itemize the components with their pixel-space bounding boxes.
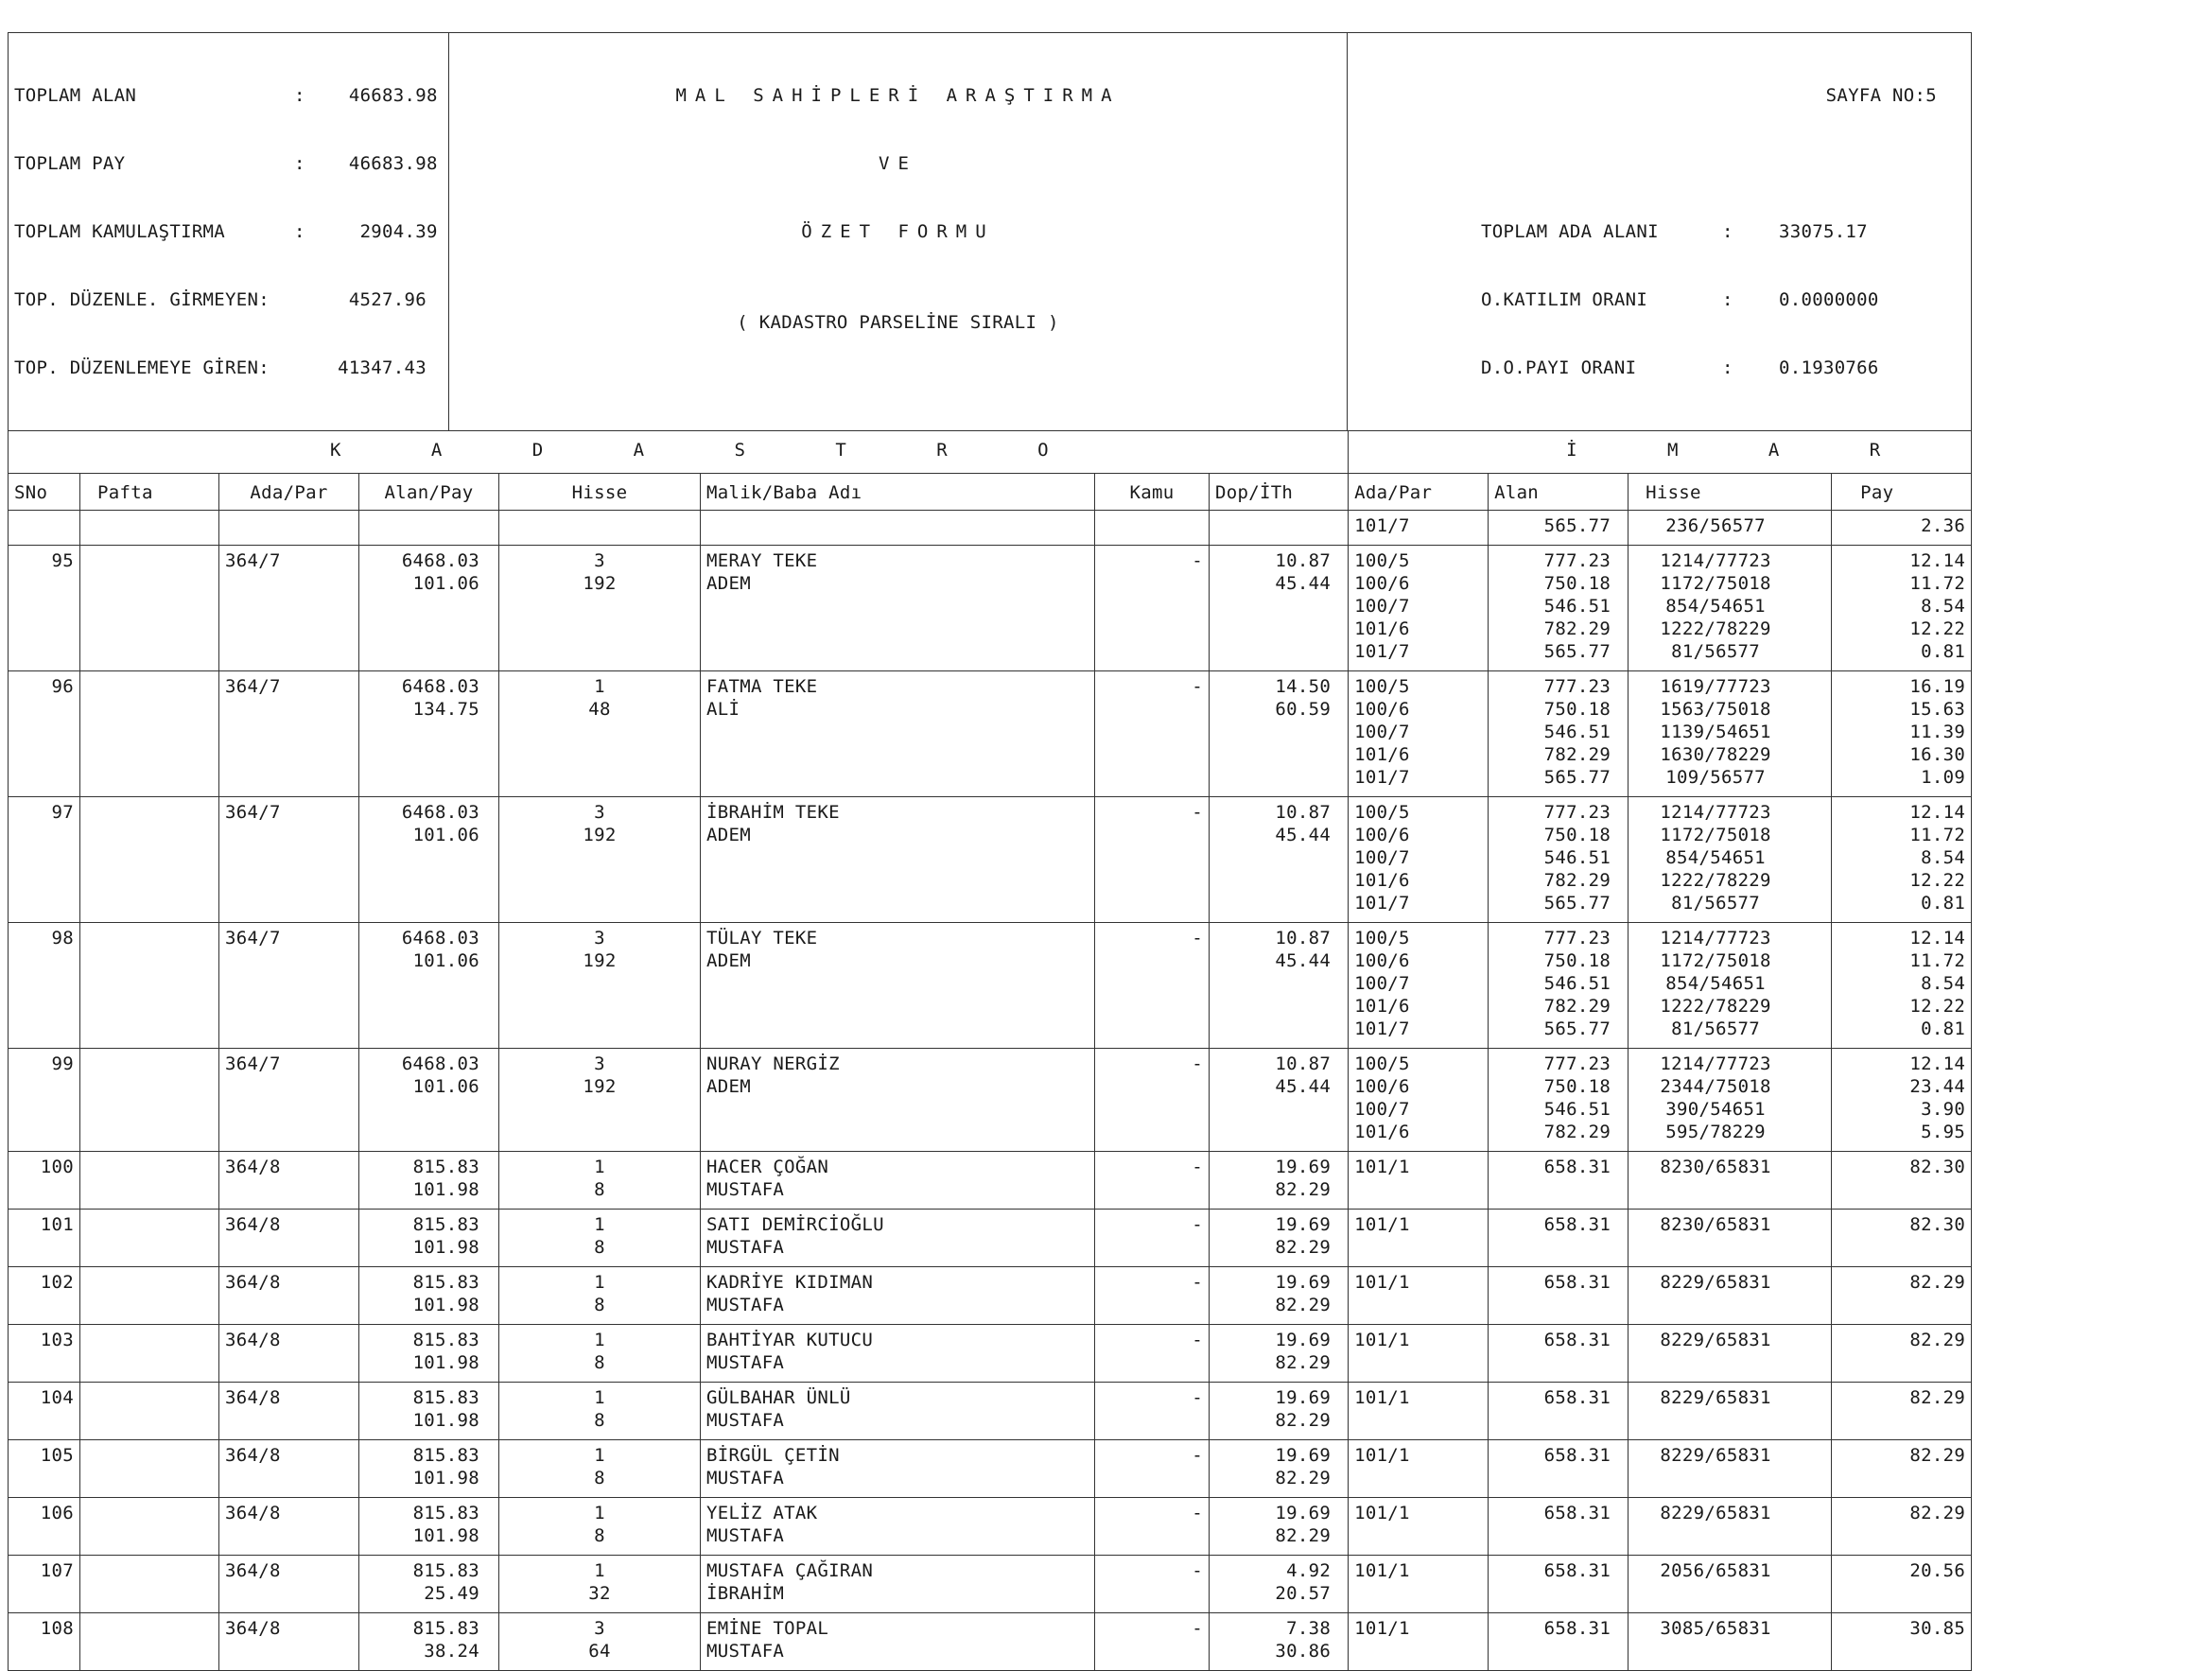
cell-imar-hisse: 8229/65831 <box>1629 1497 1832 1555</box>
cell-sno: 98 <box>9 922 80 1048</box>
cell-alan-pay: 815.83 101.98 <box>359 1497 499 1555</box>
cell-imar-pay: 82.29 <box>1832 1439 1972 1497</box>
cell-dop-ith: 19.69 82.29 <box>1210 1151 1349 1209</box>
cell-sno: 102 <box>9 1266 80 1324</box>
cell-imar-alan: 565.77 <box>1489 510 1629 545</box>
col-header-imar-ada-par: Ada/Par <box>1349 473 1489 510</box>
cell-malik: FATMA TEKE ALİ <box>701 670 1095 796</box>
cell-malik: İBRAHİM TEKE ADEM <box>701 796 1095 922</box>
cell-sno: 95 <box>9 545 80 670</box>
cell-imar-ada-par: 101/7 <box>1349 510 1489 545</box>
cell-malik: MERAY TEKE ADEM <box>701 545 1095 670</box>
info-label: TOPLAM ADA ALANI <box>1481 221 1659 242</box>
cell-imar-ada-par: 101/1 <box>1349 1555 1489 1612</box>
cell-alan-pay: 6468.03 134.75 <box>359 670 499 796</box>
cell-alan-pay <box>359 510 499 545</box>
cell-dop-ith: 19.69 82.29 <box>1210 1439 1349 1497</box>
cell-ada-par: 364/8 <box>219 1382 359 1439</box>
cell-sno: 100 <box>9 1151 80 1209</box>
table-row <box>9 670 1972 796</box>
cell-dop-ith: 10.87 45.44 <box>1210 1048 1349 1151</box>
cell-imar-hisse: 8229/65831 <box>1629 1266 1832 1324</box>
summary-label: TOP. DÜZENLEMEYE GİREN: <box>14 357 270 378</box>
cell-pafta <box>80 510 219 545</box>
col-header-pafta: Pafta <box>80 473 219 510</box>
cell-dop-ith: 19.69 82.29 <box>1210 1266 1349 1324</box>
cell-imar-alan: 777.23 750.18 546.51 782.29 565.77 <box>1489 545 1629 670</box>
cell-hisse: 1 8 <box>499 1209 701 1266</box>
cell-imar-pay: 20.56 <box>1832 1555 1972 1612</box>
cell-hisse: 3 192 <box>499 545 701 670</box>
cell-sno: 103 <box>9 1324 80 1382</box>
cell-imar-alan: 777.23 750.18 546.51 782.29 565.77 <box>1489 670 1629 796</box>
cell-dop-ith: 10.87 45.44 <box>1210 922 1349 1048</box>
form-title-conjunction: VE <box>879 153 917 174</box>
cell-hisse: 3 192 <box>499 1048 701 1151</box>
cell-imar-pay: 82.29 <box>1832 1324 1972 1382</box>
cell-pafta <box>80 922 219 1048</box>
form-title: MAL SAHİPLERİ ARAŞTIRMA <box>675 85 1121 106</box>
cell-imar-hisse: 1619/77723 1563/75018 1139/54651 1630/78229 109/56577 <box>1629 670 1832 796</box>
table-row <box>9 1048 1972 1151</box>
cell-kamu: - <box>1095 545 1210 670</box>
cell-hisse: 1 8 <box>499 1497 701 1555</box>
cell-dop-ith: 10.87 45.44 <box>1210 545 1349 670</box>
cell-imar-ada-par: 101/1 <box>1349 1439 1489 1497</box>
cell-pafta <box>80 796 219 922</box>
cell-pafta <box>80 1151 219 1209</box>
cell-imar-hisse: 8229/65831 <box>1629 1324 1832 1382</box>
cell-dop-ith: 14.50 60.59 <box>1210 670 1349 796</box>
cell-malik: BİRGÜL ÇETİN MUSTAFA <box>701 1439 1095 1497</box>
cell-imar-hisse: 1214/77723 1172/75018 854/54651 1222/78229 81/56577 <box>1629 545 1832 670</box>
cell-kamu <box>1095 510 1210 545</box>
cell-imar-pay: 82.29 <box>1832 1382 1972 1439</box>
cell-hisse: 1 8 <box>499 1382 701 1439</box>
cell-kamu: - <box>1095 1048 1210 1151</box>
cell-pafta <box>80 670 219 796</box>
cell-kamu: - <box>1095 922 1210 1048</box>
info-value: 0.1930766 <box>1779 357 1879 378</box>
cell-ada-par: 364/7 <box>219 796 359 922</box>
cell-sno <box>9 510 80 545</box>
cell-alan-pay: 815.83 101.98 <box>359 1151 499 1209</box>
cell-imar-hisse: 236/56577 <box>1629 510 1832 545</box>
cell-imar-alan: 777.23 750.18 546.51 782.29 565.77 <box>1489 796 1629 922</box>
cell-hisse: 3 192 <box>499 796 701 922</box>
cell-dop-ith: 10.87 45.44 <box>1210 796 1349 922</box>
table-row <box>9 1382 1972 1439</box>
cell-imar-alan: 658.31 <box>1489 1612 1629 1670</box>
cell-imar-hisse: 8229/65831 <box>1629 1382 1832 1439</box>
cell-dop-ith: 7.38 30.86 <box>1210 1612 1349 1670</box>
cell-imar-ada-par: 101/1 <box>1349 1266 1489 1324</box>
col-header-kamu: Kamu <box>1095 473 1210 510</box>
cell-imar-ada-par: 101/1 <box>1349 1209 1489 1266</box>
cell-kamu: - <box>1095 1266 1210 1324</box>
cell-imar-pay: 82.30 <box>1832 1209 1972 1266</box>
cell-hisse: 3 192 <box>499 922 701 1048</box>
col-header-imar-pay: Pay <box>1832 473 1972 510</box>
cell-kamu: - <box>1095 1612 1210 1670</box>
cell-malik: KADRİYE KIDIMAN MUSTAFA <box>701 1266 1095 1324</box>
cell-imar-hisse: 8230/65831 <box>1629 1209 1832 1266</box>
cell-alan-pay: 815.83 101.98 <box>359 1382 499 1439</box>
cell-imar-alan: 658.31 <box>1489 1209 1629 1266</box>
col-header-ada-par: Ada/Par <box>219 473 359 510</box>
summary-block: TOPLAM ALAN : 46683.98 TOPLAM PAY : 46683.98 TOPLAM KAMULAŞTIRMA : 2904.39 TOP. DÜZENLE. GİRMEYEN: 4527.96 TOP. DÜZENLEMEYE GİREN: 41347.43 <box>9 33 449 431</box>
cell-dop-ith: 19.69 82.29 <box>1210 1324 1349 1382</box>
cell-ada-par: 364/7 <box>219 545 359 670</box>
cell-ada-par: 364/8 <box>219 1209 359 1266</box>
cell-sno: 108 <box>9 1612 80 1670</box>
cell-imar-pay: 82.29 <box>1832 1266 1972 1324</box>
summary-value: 4527.96 <box>348 289 427 310</box>
table-row <box>9 1439 1972 1497</box>
cell-malik: SATI DEMİRCİOĞLU MUSTAFA <box>701 1209 1095 1266</box>
cell-hisse: 1 48 <box>499 670 701 796</box>
cell-imar-ada-par: 101/1 <box>1349 1497 1489 1555</box>
cell-alan-pay: 815.83 101.98 <box>359 1324 499 1382</box>
cell-pafta <box>80 1555 219 1612</box>
cell-imar-ada-par: 100/5 100/6 100/7 101/6 101/7 <box>1349 796 1489 922</box>
cell-imar-pay: 82.30 <box>1832 1151 1972 1209</box>
cell-ada-par: 364/8 <box>219 1324 359 1382</box>
cell-alan-pay: 815.83 101.98 <box>359 1439 499 1497</box>
cell-imar-hisse: 8230/65831 <box>1629 1151 1832 1209</box>
form-page <box>8 32 1971 1671</box>
cell-kamu: - <box>1095 1382 1210 1439</box>
cell-alan-pay: 6468.03 101.06 <box>359 922 499 1048</box>
cell-dop-ith: 4.92 20.57 <box>1210 1555 1349 1612</box>
cell-alan-pay: 6468.03 101.06 <box>359 545 499 670</box>
cell-sno: 99 <box>9 1048 80 1151</box>
info-label: D.O.PAYI ORANI <box>1481 357 1637 378</box>
cell-imar-ada-par: 100/5 100/6 100/7 101/6 101/7 <box>1349 922 1489 1048</box>
cell-sno: 106 <box>9 1497 80 1555</box>
cell-imar-alan: 658.31 <box>1489 1555 1629 1612</box>
cell-ada-par: 364/8 <box>219 1439 359 1497</box>
info-label: O.KATILIM ORANI <box>1481 289 1648 310</box>
summary-value: 41347.43 <box>338 357 427 378</box>
imar-section-header: İ M A R <box>1349 430 1972 473</box>
cell-imar-alan: 658.31 <box>1489 1151 1629 1209</box>
cell-pafta <box>80 1209 219 1266</box>
cell-malik <box>701 510 1095 545</box>
cell-imar-alan: 658.31 <box>1489 1439 1629 1497</box>
cell-ada-par: 364/8 <box>219 1151 359 1209</box>
cell-imar-alan: 658.31 <box>1489 1382 1629 1439</box>
cell-imar-pay: 2.36 <box>1832 510 1972 545</box>
cell-imar-hisse: 3085/65831 <box>1629 1612 1832 1670</box>
summary-value: 46683.98 <box>348 153 438 174</box>
cell-kamu: - <box>1095 1209 1210 1266</box>
cell-imar-alan: 777.23 750.18 546.51 782.29 565.77 <box>1489 922 1629 1048</box>
cell-hisse: 1 32 <box>499 1555 701 1612</box>
cell-sno: 105 <box>9 1439 80 1497</box>
cell-imar-alan: 658.31 <box>1489 1497 1629 1555</box>
cell-pafta <box>80 1382 219 1439</box>
cell-imar-pay: 30.85 <box>1832 1612 1972 1670</box>
cell-hisse <box>499 510 701 545</box>
cell-ada-par: 364/8 <box>219 1612 359 1670</box>
cell-imar-pay: 82.29 <box>1832 1497 1972 1555</box>
cell-pafta <box>80 1048 219 1151</box>
cell-malik: EMİNE TOPAL MUSTAFA <box>701 1612 1095 1670</box>
cell-malik: BAHTİYAR KUTUCU MUSTAFA <box>701 1324 1095 1382</box>
cell-kamu: - <box>1095 1439 1210 1497</box>
cell-sno: 101 <box>9 1209 80 1266</box>
cell-malik: HACER ÇOĞAN MUSTAFA <box>701 1151 1095 1209</box>
cell-imar-pay: 12.14 11.72 8.54 12.22 0.81 <box>1832 922 1972 1048</box>
summary-value: 46683.98 <box>348 85 438 106</box>
cell-imar-hisse: 1214/77723 1172/75018 854/54651 1222/78229 81/56577 <box>1629 922 1832 1048</box>
cell-dop-ith: 19.69 82.29 <box>1210 1382 1349 1439</box>
cell-kamu: - <box>1095 1324 1210 1382</box>
cell-kamu: - <box>1095 1151 1210 1209</box>
table-row <box>9 545 1972 670</box>
cell-hisse: 1 8 <box>499 1266 701 1324</box>
cell-alan-pay: 815.83 101.98 <box>359 1209 499 1266</box>
cell-ada-par: 364/7 <box>219 1048 359 1151</box>
cell-malik: NURAY NERGİZ ADEM <box>701 1048 1095 1151</box>
table-body <box>9 510 1972 1670</box>
cell-pafta <box>80 1266 219 1324</box>
table-row <box>9 796 1972 922</box>
cell-ada-par: 364/8 <box>219 1266 359 1324</box>
right-info-block: SAYFA NO:5 TOPLAM ADA ALANI : 33075.17 O.KATILIM ORANI : 0.0000000 D.O.PAYI ORANI : 0.1930766 <box>1348 33 1972 431</box>
cell-imar-hisse: 2056/65831 <box>1629 1555 1832 1612</box>
cell-imar-alan: 658.31 <box>1489 1266 1629 1324</box>
summary-label: TOPLAM KAMULAŞTIRMA <box>14 221 226 242</box>
col-header-hisse: Hisse <box>499 473 701 510</box>
cell-kamu: - <box>1095 1555 1210 1612</box>
info-value: 33075.17 <box>1779 221 1868 242</box>
cell-alan-pay: 6468.03 101.06 <box>359 1048 499 1151</box>
cell-sno: 104 <box>9 1382 80 1439</box>
table-row <box>9 922 1972 1048</box>
cell-alan-pay: 815.83 25.49 <box>359 1555 499 1612</box>
cell-imar-pay: 12.14 11.72 8.54 12.22 0.81 <box>1832 796 1972 922</box>
cell-imar-ada-par: 100/5 100/6 100/7 101/6 101/7 <box>1349 670 1489 796</box>
cell-ada-par <box>219 510 359 545</box>
summary-label: TOPLAM ALAN <box>14 85 137 106</box>
cell-imar-ada-par: 101/1 <box>1349 1612 1489 1670</box>
cell-imar-pay: 16.19 15.63 11.39 16.30 1.09 <box>1832 670 1972 796</box>
table-row <box>9 1612 1972 1670</box>
cell-hisse: 3 64 <box>499 1612 701 1670</box>
header-table <box>8 32 1972 431</box>
cell-pafta <box>80 1324 219 1382</box>
cell-imar-alan: 777.23 750.18 546.51 782.29 <box>1489 1048 1629 1151</box>
table-row <box>9 510 1972 545</box>
cell-dop-ith: 19.69 82.29 <box>1210 1497 1349 1555</box>
cell-ada-par: 364/8 <box>219 1555 359 1612</box>
cell-hisse: 1 8 <box>499 1151 701 1209</box>
col-header-sno: SNo <box>9 473 80 510</box>
cell-imar-hisse: 1214/77723 2344/75018 390/54651 595/78229 <box>1629 1048 1832 1151</box>
table-row <box>9 1555 1972 1612</box>
table-row <box>9 1151 1972 1209</box>
cell-dop-ith <box>1210 510 1349 545</box>
cell-kamu: - <box>1095 1497 1210 1555</box>
cell-malik: YELİZ ATAK MUSTAFA <box>701 1497 1095 1555</box>
cell-imar-ada-par: 101/1 <box>1349 1324 1489 1382</box>
table-row <box>9 1209 1972 1266</box>
page-number: SAYFA NO:5 <box>1825 85 1937 106</box>
cell-dop-ith: 19.69 82.29 <box>1210 1209 1349 1266</box>
cell-malik: GÜLBAHAR ÜNLÜ MUSTAFA <box>701 1382 1095 1439</box>
cell-kamu: - <box>1095 670 1210 796</box>
cell-ada-par: 364/7 <box>219 922 359 1048</box>
cell-imar-ada-par: 100/5 100/6 100/7 101/6 101/7 <box>1349 545 1489 670</box>
col-header-malik: Malik/Baba Adı <box>701 473 1095 510</box>
title-block <box>449 33 1348 431</box>
table-row <box>9 1497 1972 1555</box>
cell-imar-ada-par: 101/1 <box>1349 1151 1489 1209</box>
cell-ada-par: 364/8 <box>219 1497 359 1555</box>
table-row <box>9 1324 1972 1382</box>
cell-pafta <box>80 1439 219 1497</box>
cell-sno: 97 <box>9 796 80 922</box>
cell-hisse: 1 8 <box>499 1439 701 1497</box>
cell-imar-hisse: 1214/77723 1172/75018 854/54651 1222/78229 81/56577 <box>1629 796 1832 922</box>
cell-hisse: 1 8 <box>499 1324 701 1382</box>
kadastro-section-header: K A D A S T R O <box>9 430 1349 473</box>
cell-alan-pay: 815.83 38.24 <box>359 1612 499 1670</box>
cell-imar-ada-par: 101/1 <box>1349 1382 1489 1439</box>
table-row <box>9 1266 1972 1324</box>
cell-pafta <box>80 1497 219 1555</box>
col-header-dop-ith: Dop/İTh <box>1210 473 1349 510</box>
cell-ada-par: 364/7 <box>219 670 359 796</box>
col-header-alan-pay: Alan/Pay <box>359 473 499 510</box>
form-sort-note: ( KADASTRO PARSELİNE SIRALI ) <box>737 312 1059 333</box>
cell-imar-pay: 12.14 11.72 8.54 12.22 0.81 <box>1832 545 1972 670</box>
property-table <box>8 430 1972 1671</box>
cell-sno: 107 <box>9 1555 80 1612</box>
cell-imar-alan: 658.31 <box>1489 1324 1629 1382</box>
cell-pafta <box>80 1612 219 1670</box>
cell-kamu: - <box>1095 796 1210 922</box>
col-header-imar-hisse: Hisse <box>1629 473 1832 510</box>
summary-value: 2904.39 <box>359 221 438 242</box>
cell-imar-hisse: 8229/65831 <box>1629 1439 1832 1497</box>
summary-label: TOP. DÜZENLE. GİRMEYEN: <box>14 289 270 310</box>
info-value: 0.0000000 <box>1779 289 1879 310</box>
cell-imar-ada-par: 100/5 100/6 100/7 101/6 <box>1349 1048 1489 1151</box>
cell-malik: MUSTAFA ÇAĞIRAN İBRAHİM <box>701 1555 1095 1612</box>
cell-sno: 96 <box>9 670 80 796</box>
col-header-imar-alan: Alan <box>1489 473 1629 510</box>
form-subtitle: ÖZET FORMU <box>801 221 995 242</box>
cell-imar-pay: 12.14 23.44 3.90 5.95 <box>1832 1048 1972 1151</box>
cell-pafta <box>80 545 219 670</box>
summary-label: TOPLAM PAY <box>14 153 126 174</box>
cell-malik: TÜLAY TEKE ADEM <box>701 922 1095 1048</box>
cell-alan-pay: 6468.03 101.06 <box>359 796 499 922</box>
cell-alan-pay: 815.83 101.98 <box>359 1266 499 1324</box>
